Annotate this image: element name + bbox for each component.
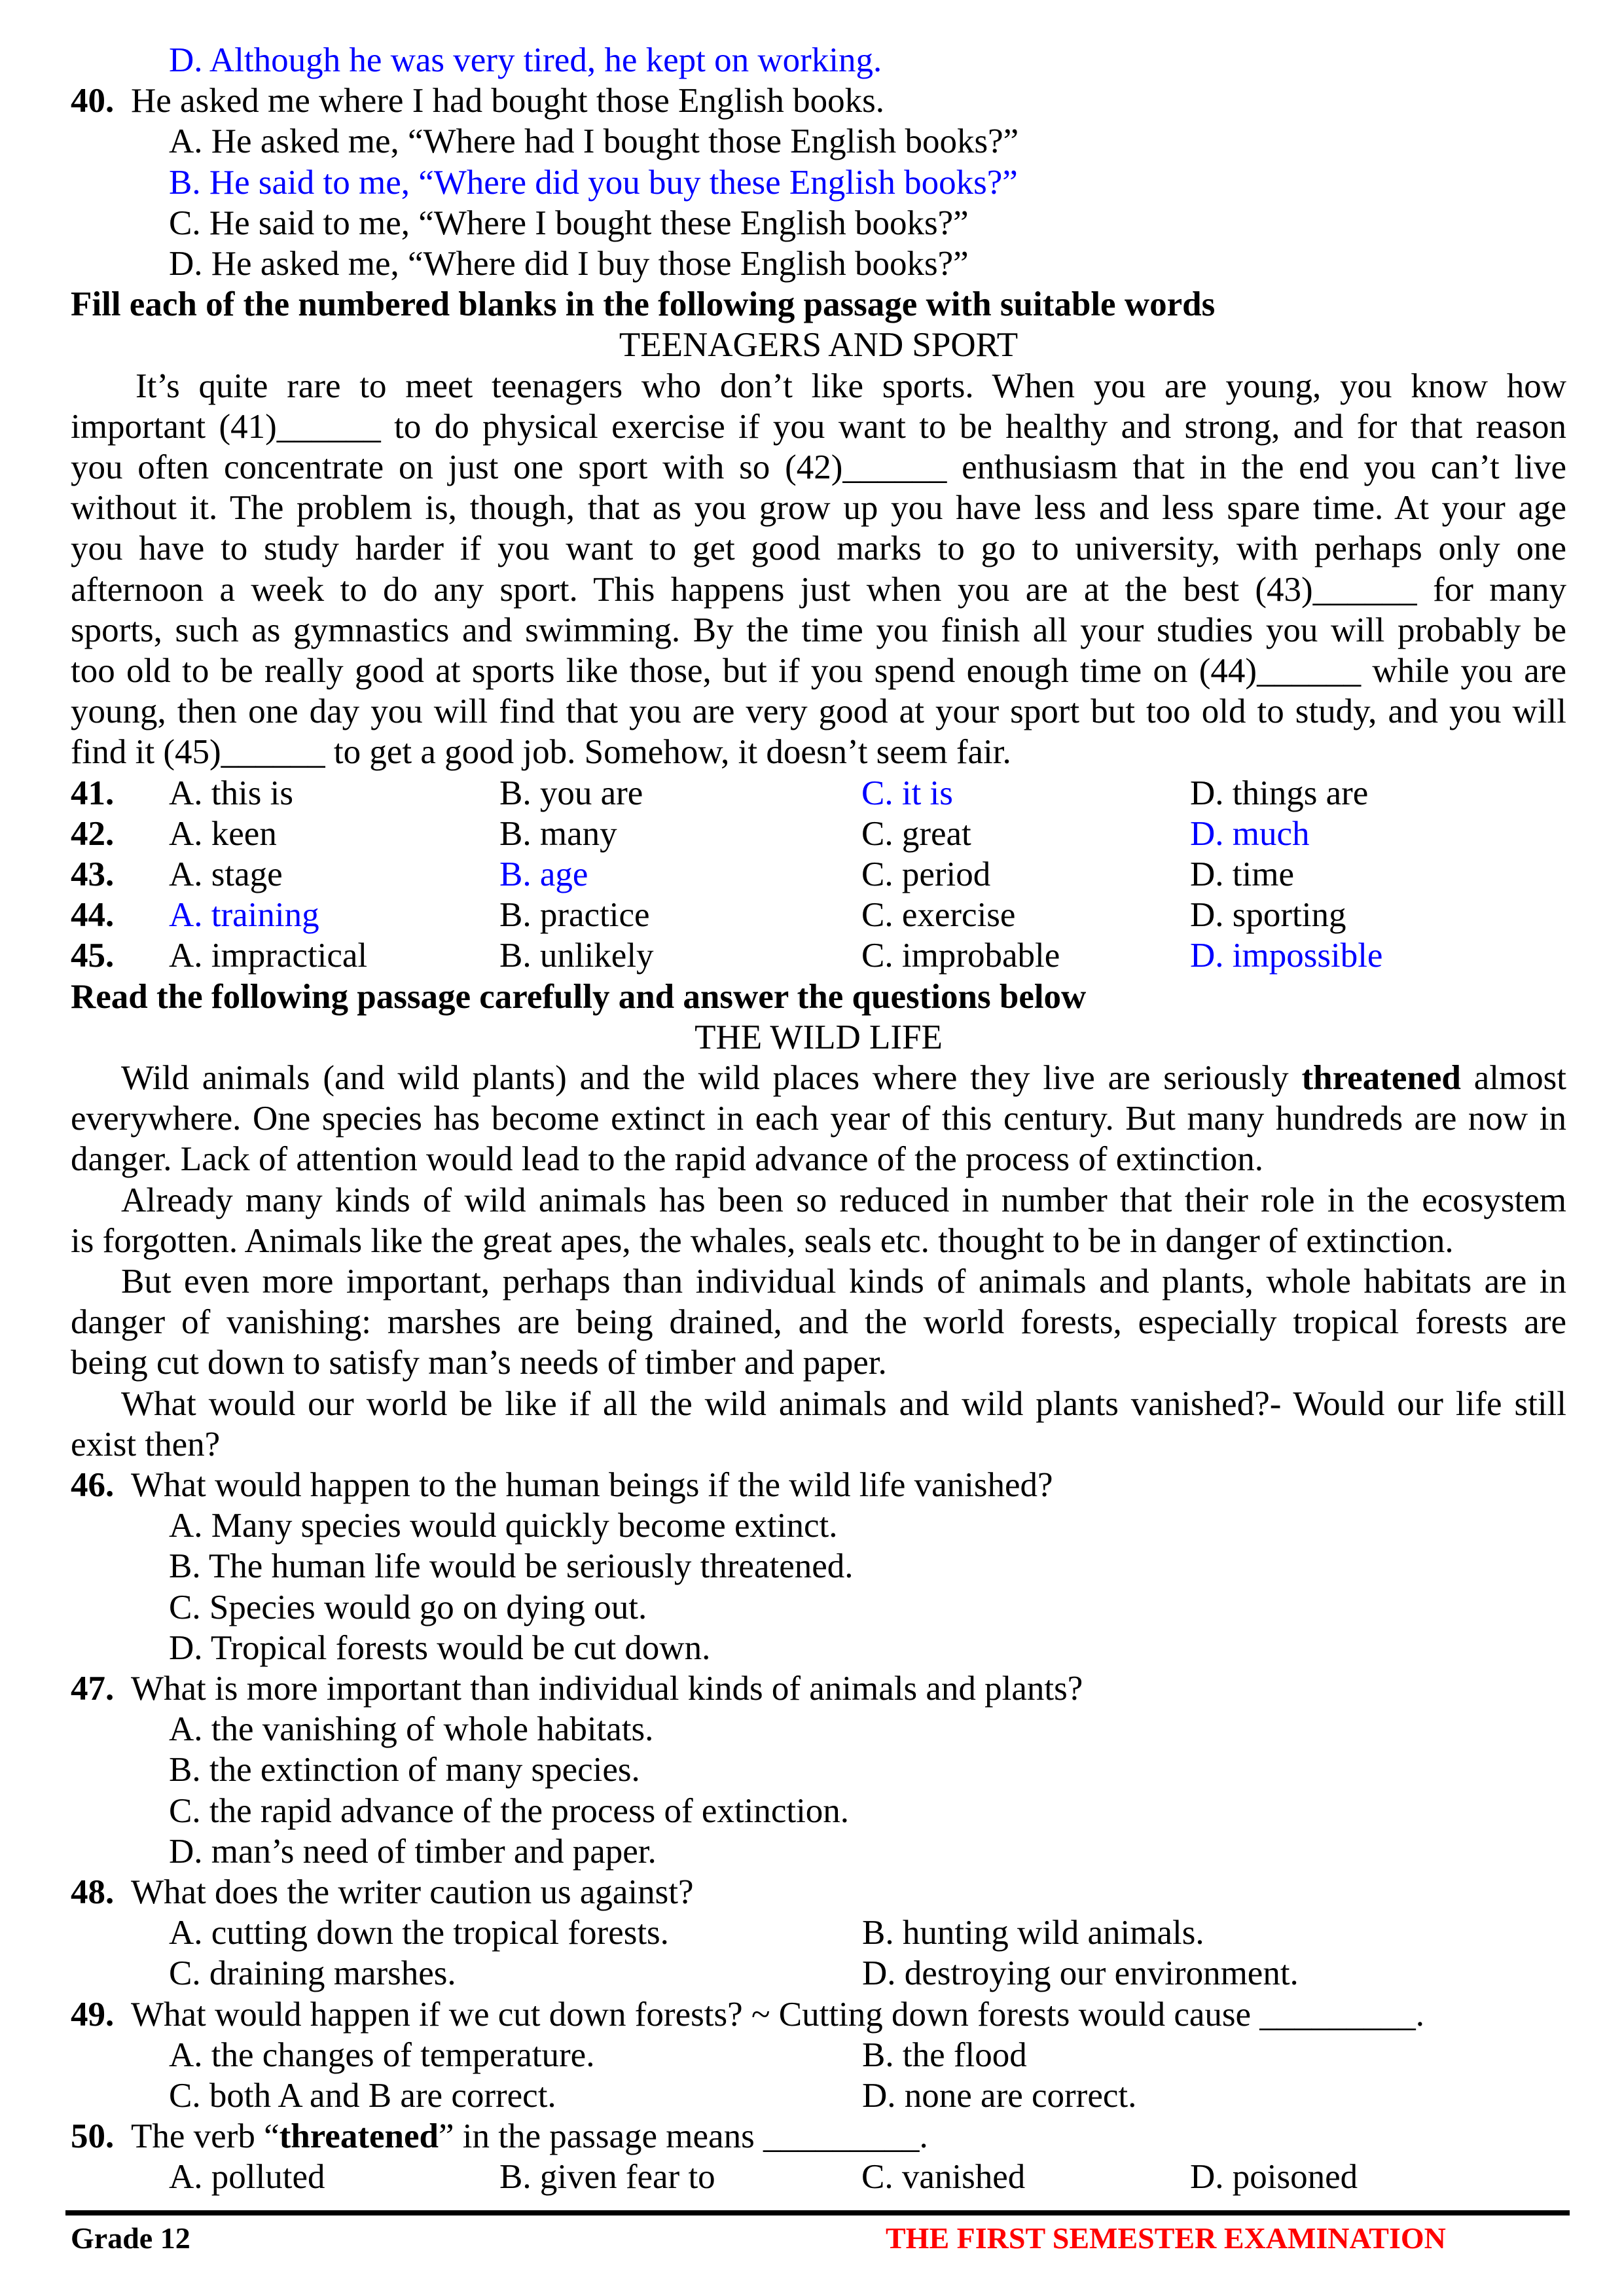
q43-row bbox=[71, 854, 1566, 895]
passage-line: exist then? bbox=[71, 1425, 221, 1463]
passage-line bbox=[71, 1058, 1566, 1098]
question-number: 46. bbox=[71, 1466, 115, 1504]
question-number: 40. bbox=[71, 82, 115, 120]
q44-row bbox=[71, 895, 1566, 935]
passage-line: find it (45)______ to get a good job. Somehow, it doesn’t seem fair. bbox=[71, 733, 1011, 772]
passage-line: is forgotten. Animals like the great apes, the whales, seals etc. thought to be in danger of extinction. bbox=[71, 1221, 1454, 1260]
q49-stem-line bbox=[71, 1994, 1566, 2035]
q46-option-c: C. Species would go on dying out. bbox=[169, 1588, 647, 1626]
q46-option-b: B. The human life would be seriously threatened. bbox=[169, 1547, 854, 1586]
passage-text: Wild animals (and wild plants) and the wild places where they live are seriously bbox=[121, 1059, 1289, 1097]
passage-line: What would our world be like if all the wild animals and wild plants vanished?- Would our life still bbox=[121, 1384, 1566, 1423]
passage-text: almost bbox=[1473, 1059, 1567, 1097]
section1-title: TEENAGERS AND SPORT bbox=[619, 326, 1019, 365]
question-stem: ” in the passage means _________. bbox=[438, 2117, 928, 2156]
passage-line: everywhere. One species has become extinct in each year of this century. But many hundreds are now in bbox=[71, 1100, 1566, 1138]
option-b: B. practice bbox=[499, 896, 650, 935]
option-d: D. things are bbox=[1190, 774, 1369, 812]
keyword-threatened: threatened bbox=[1301, 1059, 1461, 1097]
option-b: B. the flood bbox=[862, 2036, 1027, 2074]
passage-line: afternoon a week to do any sport. This happens just when you are at the best (43)______ for many bbox=[71, 570, 1566, 609]
q40-option-d: D. He asked me, “Where did I buy those English books?” bbox=[169, 245, 969, 283]
passage-line: sports, such as gymnastics and swimming. By the time you finish all your studies you will probably be bbox=[71, 611, 1566, 649]
option-d-answer: D. much bbox=[1190, 814, 1310, 853]
option-c: C. exercise bbox=[861, 896, 1016, 935]
question-stem: What does the writer caution us against? bbox=[131, 1873, 694, 1911]
passage-line: It’s quite rare to meet teenagers who don’t like sports. When you are young, you know how bbox=[135, 367, 1566, 405]
question-number: 45. bbox=[71, 937, 115, 975]
passage-line: without it. The problem is, though, that as you grow up you have less and less spare time. At your age bbox=[71, 489, 1566, 528]
q49-options-row-2 bbox=[169, 2075, 1566, 2116]
q40-option-c: C. He said to me, “Where I bought these English books?” bbox=[169, 204, 969, 242]
passage-line: being cut down to satisfy man’s needs of timber and paper. bbox=[71, 1344, 887, 1382]
option-b: B. given fear to bbox=[499, 2158, 715, 2197]
option-d: D. sporting bbox=[1190, 896, 1346, 935]
passage-line: important (41)______ to do physical exercise if you want to be healthy and strong, and for that reason bbox=[71, 407, 1566, 446]
option-d: D. poisoned bbox=[1190, 2158, 1358, 2197]
question-number: 42. bbox=[71, 814, 115, 853]
passage-line: you often concentrate on just one sport with so (42)______ enthusiasm that in the end you can’t live bbox=[71, 448, 1566, 486]
q48-options-row-2 bbox=[169, 1953, 1566, 1994]
option-a: A. polluted bbox=[169, 2158, 325, 2197]
option-b: B. unlikely bbox=[499, 937, 654, 975]
question-number: 44. bbox=[71, 896, 115, 935]
footer-grade: Grade 12 bbox=[71, 2221, 190, 2255]
option-c-answer: C. it is bbox=[861, 774, 953, 812]
q47-option-c: C. the rapid advance of the process of extinction. bbox=[169, 1791, 850, 1830]
option-c: C. vanished bbox=[861, 2158, 1026, 2197]
q50-options-row bbox=[71, 2157, 1566, 2197]
passage-line: you have to study harder if you want to get good marks to go to university, with perhaps only one bbox=[71, 529, 1566, 568]
option-d: D. time bbox=[1190, 855, 1294, 893]
passage-line: But even more important, perhaps than individual kinds of animals and plants, whole habitats are in bbox=[121, 1263, 1566, 1300]
q47-option-a: A. the vanishing of whole habitats. bbox=[169, 1710, 654, 1749]
passage-line: danger. Lack of attention would lead to the rapid advance of the process of extinction. bbox=[71, 1140, 1263, 1179]
option-a: A. the changes of temperature. bbox=[169, 2036, 595, 2074]
question-number: 49. bbox=[71, 1995, 115, 2034]
option-c: C. improbable bbox=[861, 937, 1060, 975]
option-c: C. draining marshes. bbox=[169, 1954, 456, 1993]
option-c: C. period bbox=[861, 855, 991, 893]
option-c: C. both A and B are correct. bbox=[169, 2077, 556, 2115]
option-a-answer: A. training bbox=[169, 896, 319, 935]
q39-option-d-answer: D. Although he was very tired, he kept on working. bbox=[169, 41, 882, 79]
option-b: B. you are bbox=[499, 774, 643, 812]
option-b: B. many bbox=[499, 814, 617, 853]
q42-row bbox=[71, 814, 1566, 854]
section2-instruction: Read the following passage carefully and answer the questions below bbox=[71, 977, 1087, 1016]
q41-row bbox=[71, 773, 1566, 814]
section2-title: THE WILD LIFE bbox=[695, 1018, 943, 1056]
option-a: A. impractical bbox=[169, 937, 368, 975]
q46-option-a: A. Many species would quickly become extinct. bbox=[169, 1507, 838, 1545]
q47-stem-line bbox=[71, 1668, 1566, 1709]
q49-options-row-1 bbox=[169, 2035, 1566, 2075]
question-stem: What would happen if we cut down forests? ~ Cutting down forests would cause _________. bbox=[131, 1995, 1425, 2034]
q46-option-d: D. Tropical forests would be cut down. bbox=[169, 1628, 711, 1667]
option-d: D. none are correct. bbox=[862, 2077, 1137, 2115]
q40-option-a: A. He asked me, “Where had I bought those English books?” bbox=[169, 122, 1019, 161]
option-a: A. stage bbox=[169, 855, 283, 893]
passage-line: danger of vanishing: marshes are being drained, and the world forests, especially tropical forests are bbox=[71, 1303, 1566, 1342]
q48-options-row-1 bbox=[169, 1912, 1566, 1953]
q47-option-b: B. the extinction of many species. bbox=[169, 1751, 640, 1789]
passage-line: too old to be really good at sports like those, but if you spend enough time on (44)______ while you are bbox=[71, 652, 1566, 690]
question-number: 48. bbox=[71, 1873, 115, 1911]
footer-exam-title: THE FIRST SEMESTER EXAMINATION bbox=[886, 2221, 1446, 2255]
keyword-threatened: threatened bbox=[279, 2117, 439, 2156]
question-stem: What is more important than individual kinds of animals and plants? bbox=[131, 1670, 1083, 1708]
question-stem: The verb “ bbox=[131, 2117, 280, 2156]
question-number: 47. bbox=[71, 1670, 115, 1708]
option-a: A. cutting down the tropical forests. bbox=[169, 1914, 669, 1952]
option-d: D. destroying our environment. bbox=[862, 1954, 1299, 1993]
q48-stem-line bbox=[71, 1872, 1566, 1912]
question-stem: He asked me where I had bought those English books. bbox=[131, 82, 885, 120]
section1-instruction: Fill each of the numbered blanks in the following passage with suitable words bbox=[71, 285, 1216, 324]
passage-line: Already many kinds of wild animals has been so reduced in number that their role in the ecosystem bbox=[121, 1181, 1566, 1219]
question-number: 41. bbox=[71, 774, 115, 812]
option-a: A. keen bbox=[169, 814, 277, 853]
option-c: C. great bbox=[861, 814, 971, 853]
option-b-answer: B. age bbox=[499, 855, 588, 893]
q45-row bbox=[71, 935, 1566, 976]
question-stem: What would happen to the human beings if the wild life vanished? bbox=[131, 1466, 1053, 1504]
footer-divider bbox=[65, 2210, 1570, 2215]
option-d-answer: D. impossible bbox=[1190, 937, 1383, 975]
option-b: B. hunting wild animals. bbox=[862, 1914, 1204, 1952]
q46-stem-line bbox=[71, 1465, 1566, 1505]
question-number: 50. bbox=[71, 2117, 115, 2156]
option-a: A. this is bbox=[169, 774, 293, 812]
passage-line: young, then one day you will find that you are very good at your sport but too old to study, and you will bbox=[71, 692, 1566, 731]
q47-option-d: D. man’s need of timber and paper. bbox=[169, 1832, 657, 1871]
q40-stem-line bbox=[71, 81, 1566, 121]
q50-stem-line bbox=[71, 2116, 1566, 2157]
q40-option-b-answer: B. He said to me, “Where did you buy these English books?” bbox=[169, 163, 1018, 202]
question-number: 43. bbox=[71, 855, 115, 893]
